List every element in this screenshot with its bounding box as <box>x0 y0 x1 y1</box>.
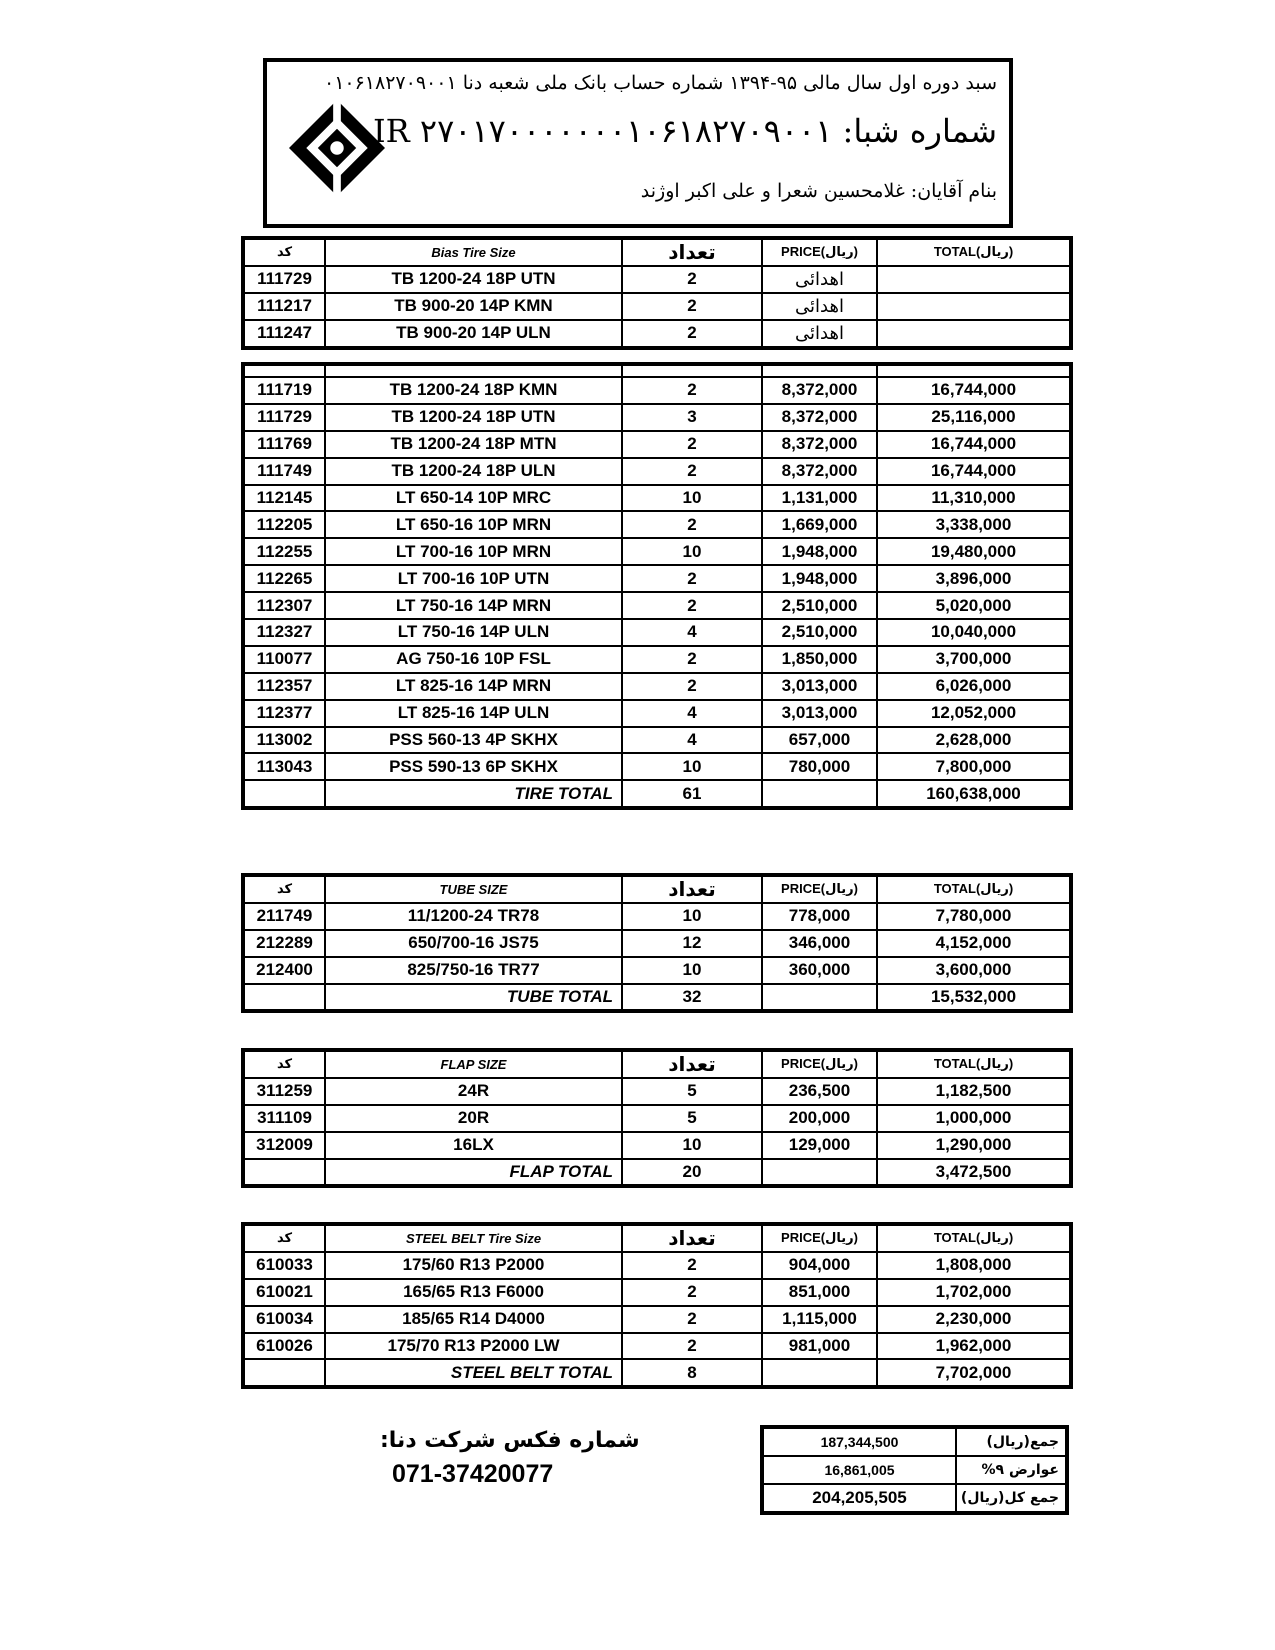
col-size-header: Bias Tire Size <box>325 238 622 266</box>
row-desc: 175/70 R13 P2000 LW <box>325 1333 622 1360</box>
row-total: 7,800,000 <box>877 753 1071 780</box>
row-code: 311259 <box>243 1078 325 1105</box>
row-total: 3,338,000 <box>877 511 1071 538</box>
row-desc: AG 750-16 10P FSL <box>325 646 622 673</box>
table-row <box>243 538 1071 565</box>
table-row <box>243 320 1071 348</box>
row-total: 4,152,000 <box>877 930 1071 957</box>
row-desc: 24R <box>325 1078 622 1105</box>
row-code: 111247 <box>243 320 325 348</box>
row-desc: 175/60 R13 P2000 <box>325 1252 622 1279</box>
row-code: 112265 <box>243 565 325 592</box>
row-price: 360,000 <box>762 957 877 984</box>
row-desc: 165/65 R13 F6000 <box>325 1279 622 1306</box>
table-row <box>243 903 1071 930</box>
total-price-cell <box>762 1359 877 1387</box>
total-code-cell <box>243 780 325 808</box>
row-code: 610033 <box>243 1252 325 1279</box>
steel-belt-table <box>241 1222 1073 1389</box>
table-row <box>243 377 1071 404</box>
row-desc: PSS 590-13 6P SKHX <box>325 753 622 780</box>
row-qty: 2 <box>622 565 762 592</box>
row-price: 1,131,000 <box>762 485 877 512</box>
account-info-line: سبد دوره اول سال مالی ۹۵-۱۳۹۴ شماره حساب بانک ملی شعبه دنا ۰۱۰۶۱۸۲۷۰۹۰۰۱ <box>323 72 997 94</box>
row-total: 1,702,000 <box>877 1279 1071 1306</box>
row-code: 312009 <box>243 1132 325 1159</box>
grand-total-value: 204,205,505 <box>762 1484 956 1513</box>
row-total: 1,290,000 <box>877 1132 1071 1159</box>
col-size-header: TUBE SIZE <box>325 875 622 903</box>
table-row <box>243 431 1071 458</box>
row-code: 212289 <box>243 930 325 957</box>
col-code-header: کد <box>243 238 325 266</box>
table-header-row <box>243 875 1071 903</box>
table-row <box>243 753 1071 780</box>
sheba-number: شماره شبا: IR ۲۷۰۱۷۰۰۰۰۰۰۰۱۰۶۱۸۲۷۰۹۰۰۱ <box>372 112 997 150</box>
row-qty: 2 <box>622 458 762 485</box>
col-code-header: کد <box>243 875 325 903</box>
row-price: 8,372,000 <box>762 404 877 431</box>
row-qty: 2 <box>622 592 762 619</box>
table-row <box>243 485 1071 512</box>
row-qty: 2 <box>622 673 762 700</box>
summary-row-tax <box>762 1456 1067 1484</box>
row-desc: 16LX <box>325 1132 622 1159</box>
total-amount: 7,702,000 <box>877 1359 1071 1387</box>
row-desc: TB 1200-24 18P KMN <box>325 377 622 404</box>
row-qty: 10 <box>622 485 762 512</box>
total-amount: 3,472,500 <box>877 1159 1071 1187</box>
total-price-cell <box>762 1159 877 1187</box>
row-desc: TB 900-20 14P KMN <box>325 293 622 320</box>
row-code: 113043 <box>243 753 325 780</box>
row-price: 778,000 <box>762 903 877 930</box>
total-code-cell <box>243 984 325 1012</box>
col-total-header: TOTAL(ریال) <box>877 1050 1071 1078</box>
row-code: 112357 <box>243 673 325 700</box>
flap-table <box>241 1048 1073 1188</box>
total-qty: 8 <box>622 1359 762 1387</box>
subtotal-value: 187,344,500 <box>762 1427 956 1456</box>
row-desc: 20R <box>325 1105 622 1132</box>
row-total: 6,026,000 <box>877 673 1071 700</box>
row-code: 113002 <box>243 727 325 754</box>
row-total: 7,780,000 <box>877 903 1071 930</box>
table-row <box>243 1333 1071 1360</box>
row-code: 610021 <box>243 1279 325 1306</box>
row-code: 212400 <box>243 957 325 984</box>
total-code-cell <box>243 1359 325 1387</box>
row-qty: 2 <box>622 646 762 673</box>
row-qty: 2 <box>622 1333 762 1360</box>
row-desc: LT 700-16 10P UTN <box>325 565 622 592</box>
total-label: STEEL BELT TOTAL <box>325 1359 622 1387</box>
col-total-header: TOTAL(ریال) <box>877 875 1071 903</box>
row-price: 200,000 <box>762 1105 877 1132</box>
row-desc: TB 1200-24 18P UTN <box>325 404 622 431</box>
row-price: اهدائی <box>762 293 877 320</box>
row-qty: 2 <box>622 266 762 293</box>
row-qty: 2 <box>622 511 762 538</box>
blank-header-row <box>243 364 1071 377</box>
total-row <box>243 780 1071 808</box>
row-desc: 825/750-16 TR77 <box>325 957 622 984</box>
row-code: 110077 <box>243 646 325 673</box>
row-qty: 10 <box>622 753 762 780</box>
col-qty-header: تعداد <box>622 875 762 903</box>
table-row <box>243 266 1071 293</box>
row-total <box>877 293 1071 320</box>
row-qty: 10 <box>622 957 762 984</box>
table-row <box>243 1078 1071 1105</box>
fax-number: 071-37420077 <box>392 1460 554 1488</box>
row-desc: PSS 560-13 4P SKHX <box>325 727 622 754</box>
total-label: TUBE TOTAL <box>325 984 622 1012</box>
row-price: 780,000 <box>762 753 877 780</box>
table-header-row <box>243 1050 1071 1078</box>
row-code: 112205 <box>243 511 325 538</box>
row-desc: TB 1200-24 18P ULN <box>325 458 622 485</box>
row-qty: 5 <box>622 1105 762 1132</box>
row-desc: TB 1200-24 18P MTN <box>325 431 622 458</box>
row-qty: 12 <box>622 930 762 957</box>
row-qty: 10 <box>622 1132 762 1159</box>
table-row <box>243 673 1071 700</box>
fax-label: شماره فکس شرکت دنا: <box>380 1428 640 1453</box>
col-price-header: PRICE(ریال) <box>762 1224 877 1252</box>
table-row <box>243 1252 1071 1279</box>
col-price-header: PRICE(ریال) <box>762 238 877 266</box>
row-total: 1,182,500 <box>877 1078 1071 1105</box>
row-total: 11,310,000 <box>877 485 1071 512</box>
row-price: 1,948,000 <box>762 538 877 565</box>
table-row <box>243 727 1071 754</box>
row-code: 112377 <box>243 700 325 727</box>
row-price: 1,115,000 <box>762 1306 877 1333</box>
row-code: 111719 <box>243 377 325 404</box>
table-row <box>243 957 1071 984</box>
bias-tire-table <box>241 236 1073 350</box>
row-price: 1,850,000 <box>762 646 877 673</box>
total-label: TIRE TOTAL <box>325 780 622 808</box>
row-price: 981,000 <box>762 1333 877 1360</box>
row-code: 112145 <box>243 485 325 512</box>
row-desc: LT 750-16 14P ULN <box>325 619 622 646</box>
row-price: 1,669,000 <box>762 511 877 538</box>
total-qty: 20 <box>622 1159 762 1187</box>
row-price: اهدائی <box>762 320 877 348</box>
row-code: 610034 <box>243 1306 325 1333</box>
col-price-header: PRICE(ریال) <box>762 1050 877 1078</box>
row-price: 8,372,000 <box>762 431 877 458</box>
col-price-header: PRICE(ریال) <box>762 875 877 903</box>
row-total: 12,052,000 <box>877 700 1071 727</box>
col-qty-header: تعداد <box>622 238 762 266</box>
summary-row-subtotal <box>762 1427 1067 1456</box>
col-size-header: STEEL BELT Tire Size <box>325 1224 622 1252</box>
tube-table <box>241 873 1073 1013</box>
row-price: 657,000 <box>762 727 877 754</box>
row-price: 904,000 <box>762 1252 877 1279</box>
row-total: 10,040,000 <box>877 619 1071 646</box>
grand-total-label: جمع کل(ریال) <box>956 1484 1067 1513</box>
header-box <box>263 58 1013 228</box>
row-price: 3,013,000 <box>762 700 877 727</box>
row-price: 8,372,000 <box>762 377 877 404</box>
row-price: 236,500 <box>762 1078 877 1105</box>
row-total: 19,480,000 <box>877 538 1071 565</box>
table-row <box>243 1306 1071 1333</box>
row-qty: 2 <box>622 1252 762 1279</box>
total-amount: 160,638,000 <box>877 780 1071 808</box>
table-row <box>243 1105 1071 1132</box>
row-qty: 2 <box>622 293 762 320</box>
table-row <box>243 293 1071 320</box>
row-qty: 3 <box>622 404 762 431</box>
row-desc: 185/65 R14 D4000 <box>325 1306 622 1333</box>
row-price: 2,510,000 <box>762 619 877 646</box>
tire-table <box>241 362 1073 810</box>
table-row <box>243 565 1071 592</box>
total-label: FLAP TOTAL <box>325 1159 622 1187</box>
row-qty: 2 <box>622 377 762 404</box>
total-code-cell <box>243 1159 325 1187</box>
row-code: 111769 <box>243 431 325 458</box>
row-qty: 10 <box>622 903 762 930</box>
col-qty-header: تعداد <box>622 1224 762 1252</box>
row-qty: 2 <box>622 1279 762 1306</box>
table-row <box>243 930 1071 957</box>
row-qty: 2 <box>622 431 762 458</box>
row-total: 2,230,000 <box>877 1306 1071 1333</box>
row-total: 25,116,000 <box>877 404 1071 431</box>
row-code: 111749 <box>243 458 325 485</box>
row-code: 610026 <box>243 1333 325 1360</box>
table-row <box>243 458 1071 485</box>
col-total-header: TOTAL(ریال) <box>877 1224 1071 1252</box>
row-desc: LT 750-16 14P MRN <box>325 592 622 619</box>
summary-row-grand-total <box>762 1484 1067 1513</box>
row-total: 3,700,000 <box>877 646 1071 673</box>
row-price: 2,510,000 <box>762 592 877 619</box>
total-qty: 61 <box>622 780 762 808</box>
row-total <box>877 320 1071 348</box>
row-total: 1,962,000 <box>877 1333 1071 1360</box>
total-qty: 32 <box>622 984 762 1012</box>
row-desc: LT 825-16 14P ULN <box>325 700 622 727</box>
row-desc: LT 700-16 10P MRN <box>325 538 622 565</box>
total-row <box>243 1359 1071 1387</box>
summary-table <box>760 1425 1069 1515</box>
company-logo-icon <box>289 100 385 196</box>
row-total: 3,600,000 <box>877 957 1071 984</box>
row-total: 1,000,000 <box>877 1105 1071 1132</box>
row-desc: LT 650-14 10P MRC <box>325 485 622 512</box>
row-desc: LT 825-16 14P MRN <box>325 673 622 700</box>
row-total: 1,808,000 <box>877 1252 1071 1279</box>
table-row <box>243 511 1071 538</box>
row-qty: 2 <box>622 1306 762 1333</box>
table-row <box>243 700 1071 727</box>
row-qty: 2 <box>622 320 762 348</box>
row-qty: 4 <box>622 700 762 727</box>
col-total-header: TOTAL(ریال) <box>877 238 1071 266</box>
total-row <box>243 984 1071 1012</box>
table-row <box>243 404 1071 431</box>
row-total <box>877 266 1071 293</box>
col-size-header: FLAP SIZE <box>325 1050 622 1078</box>
row-code: 311109 <box>243 1105 325 1132</box>
table-row <box>243 592 1071 619</box>
row-price: 129,000 <box>762 1132 877 1159</box>
tax-value: 16,861,005 <box>762 1456 956 1484</box>
row-price: 346,000 <box>762 930 877 957</box>
row-price: اهدائی <box>762 266 877 293</box>
total-row <box>243 1159 1071 1187</box>
row-price: 8,372,000 <box>762 458 877 485</box>
row-desc: 650/700-16 JS75 <box>325 930 622 957</box>
row-total: 5,020,000 <box>877 592 1071 619</box>
total-amount: 15,532,000 <box>877 984 1071 1012</box>
table-row <box>243 646 1071 673</box>
total-price-cell <box>762 780 877 808</box>
col-code-header: کد <box>243 1224 325 1252</box>
row-code: 112255 <box>243 538 325 565</box>
row-code: 112327 <box>243 619 325 646</box>
row-qty: 4 <box>622 619 762 646</box>
account-holders: بنام آقایان: غلامحسین شعرا و علی اکبر اوژند <box>640 180 997 202</box>
row-total: 16,744,000 <box>877 458 1071 485</box>
col-qty-header: تعداد <box>622 1050 762 1078</box>
row-desc: 11/1200-24 TR78 <box>325 903 622 930</box>
row-qty: 4 <box>622 727 762 754</box>
row-code: 111729 <box>243 266 325 293</box>
total-price-cell <box>762 984 877 1012</box>
table-row <box>243 1279 1071 1306</box>
table-header-row <box>243 238 1071 266</box>
table-header-row <box>243 1224 1071 1252</box>
row-total: 2,628,000 <box>877 727 1071 754</box>
col-code-header: کد <box>243 1050 325 1078</box>
table-row <box>243 1132 1071 1159</box>
row-qty: 10 <box>622 538 762 565</box>
row-total: 16,744,000 <box>877 377 1071 404</box>
tax-label: عوارض ۹% <box>956 1456 1067 1484</box>
row-code: 211749 <box>243 903 325 930</box>
row-code: 112307 <box>243 592 325 619</box>
row-total: 3,896,000 <box>877 565 1071 592</box>
row-price: 851,000 <box>762 1279 877 1306</box>
row-desc: LT 650-16 10P MRN <box>325 511 622 538</box>
row-code: 111217 <box>243 293 325 320</box>
table-row <box>243 619 1071 646</box>
row-price: 3,013,000 <box>762 673 877 700</box>
row-total: 16,744,000 <box>877 431 1071 458</box>
row-desc: TB 1200-24 18P UTN <box>325 266 622 293</box>
row-qty: 5 <box>622 1078 762 1105</box>
row-desc: TB 900-20 14P ULN <box>325 320 622 348</box>
row-code: 111729 <box>243 404 325 431</box>
subtotal-label: جمع(ریال) <box>956 1427 1067 1456</box>
row-price: 1,948,000 <box>762 565 877 592</box>
